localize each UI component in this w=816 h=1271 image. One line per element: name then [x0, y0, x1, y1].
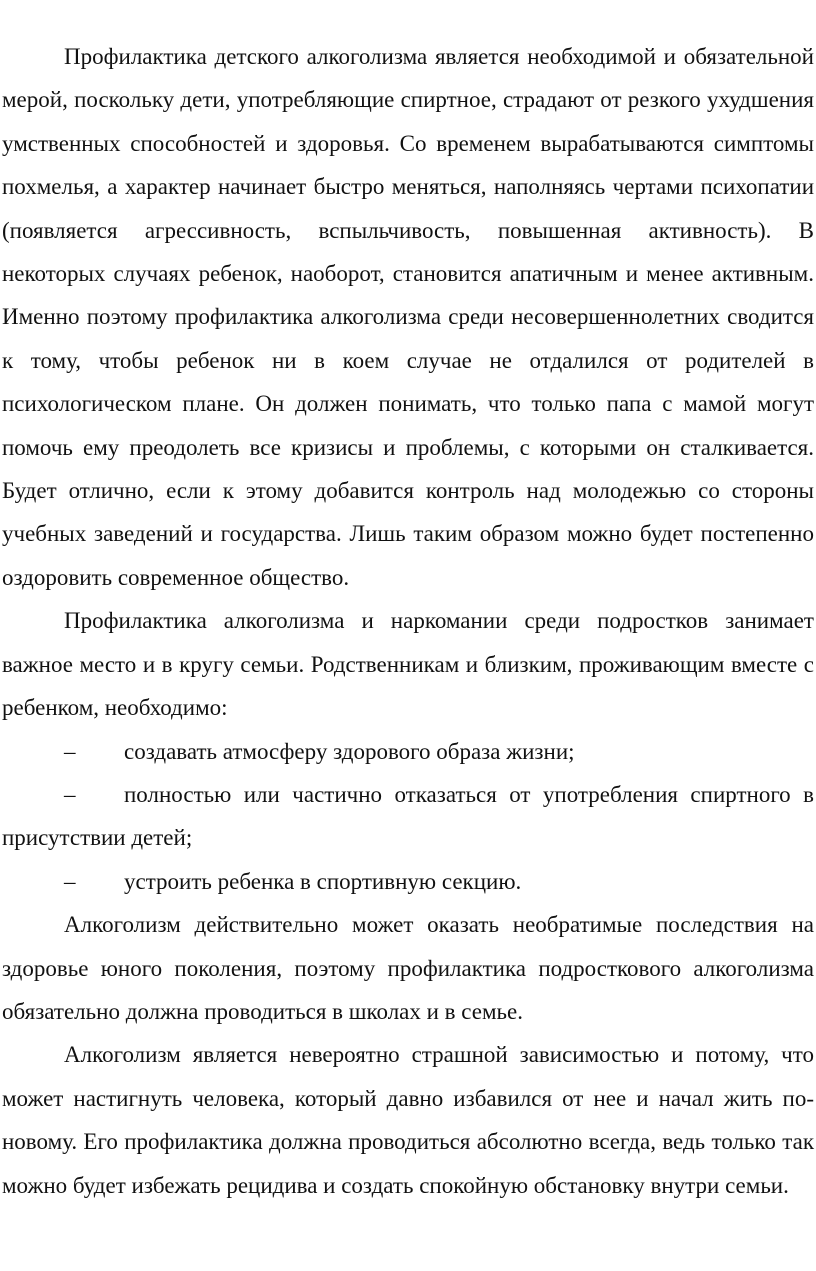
paragraph-1: Профилактика детского алкоголизма является необходимой и обязательной мерой, поскольку дети, употребляющие спиртное, страдают от резкого ухудшения умственных способностей и здоровья. Со временем вырабатываются симптомы похмелья, а характер начинает быстро меняться, наполняясь чертами психопатии (появляется агрессивность, вспыльчивость, повышенная активность). В некоторых случаях ребенок, наоборот, становится апатичным и менее активным. Именно поэтому профилактика алкоголизма среди несовершеннолетних сводится к тому, чтобы ребенок ни в коем случае не отдалился от родителей в психологическом плане. Он должен понимать, что только папа с мамой могут помочь ему преодолеть все кризисы и проблемы, с которыми он сталкивается. Будет отлично, если к этому добавится контроль над молодежью со стороны учебных заведений и государства. Лишь таким образом можно будет постепенно оздоровить современное общество. [2, 44, 814, 590]
list-item-text: создавать атмосферу здорового образа жизни; [124, 738, 575, 764]
dash-marker: – [64, 868, 76, 894]
document-page [0, 35, 816, 1207]
bullet-list [2, 730, 814, 904]
paragraph-4: Алкоголизм является невероятно страшной зависимостью и потому, что может настигнуть человека, который давно избавился от нее и начал жить по-новому. Его профилактика должна проводиться абсолютно всегда, ведь только так можно будет избежать рецидива и создать спокойную обстановку внутри семьи. [2, 1042, 814, 1198]
list-item-text: полностью или частично отказаться от употребления спиртного в присутствии детей; [2, 781, 814, 851]
paragraph-3: Алкоголизм действительно может оказать необратимые последствия на здоровье юного поколения, поэтому профилактика подросткового алкоголизма обязательно должна проводиться в школах и в семье. [2, 912, 814, 1024]
list-item [2, 860, 814, 903]
dash-marker: – [64, 781, 76, 807]
dash-marker: – [64, 738, 76, 764]
list-item-text: устроить ребенка в спортивную секцию. [124, 868, 522, 894]
list-item [2, 773, 814, 860]
list-item [2, 730, 814, 773]
paragraph-2: Профилактика алкоголизма и наркомании среди подростков занимает важное место и в кругу семьи. Родственникам и близким, проживающим вместе с ребенком, необходимо: [2, 608, 814, 721]
